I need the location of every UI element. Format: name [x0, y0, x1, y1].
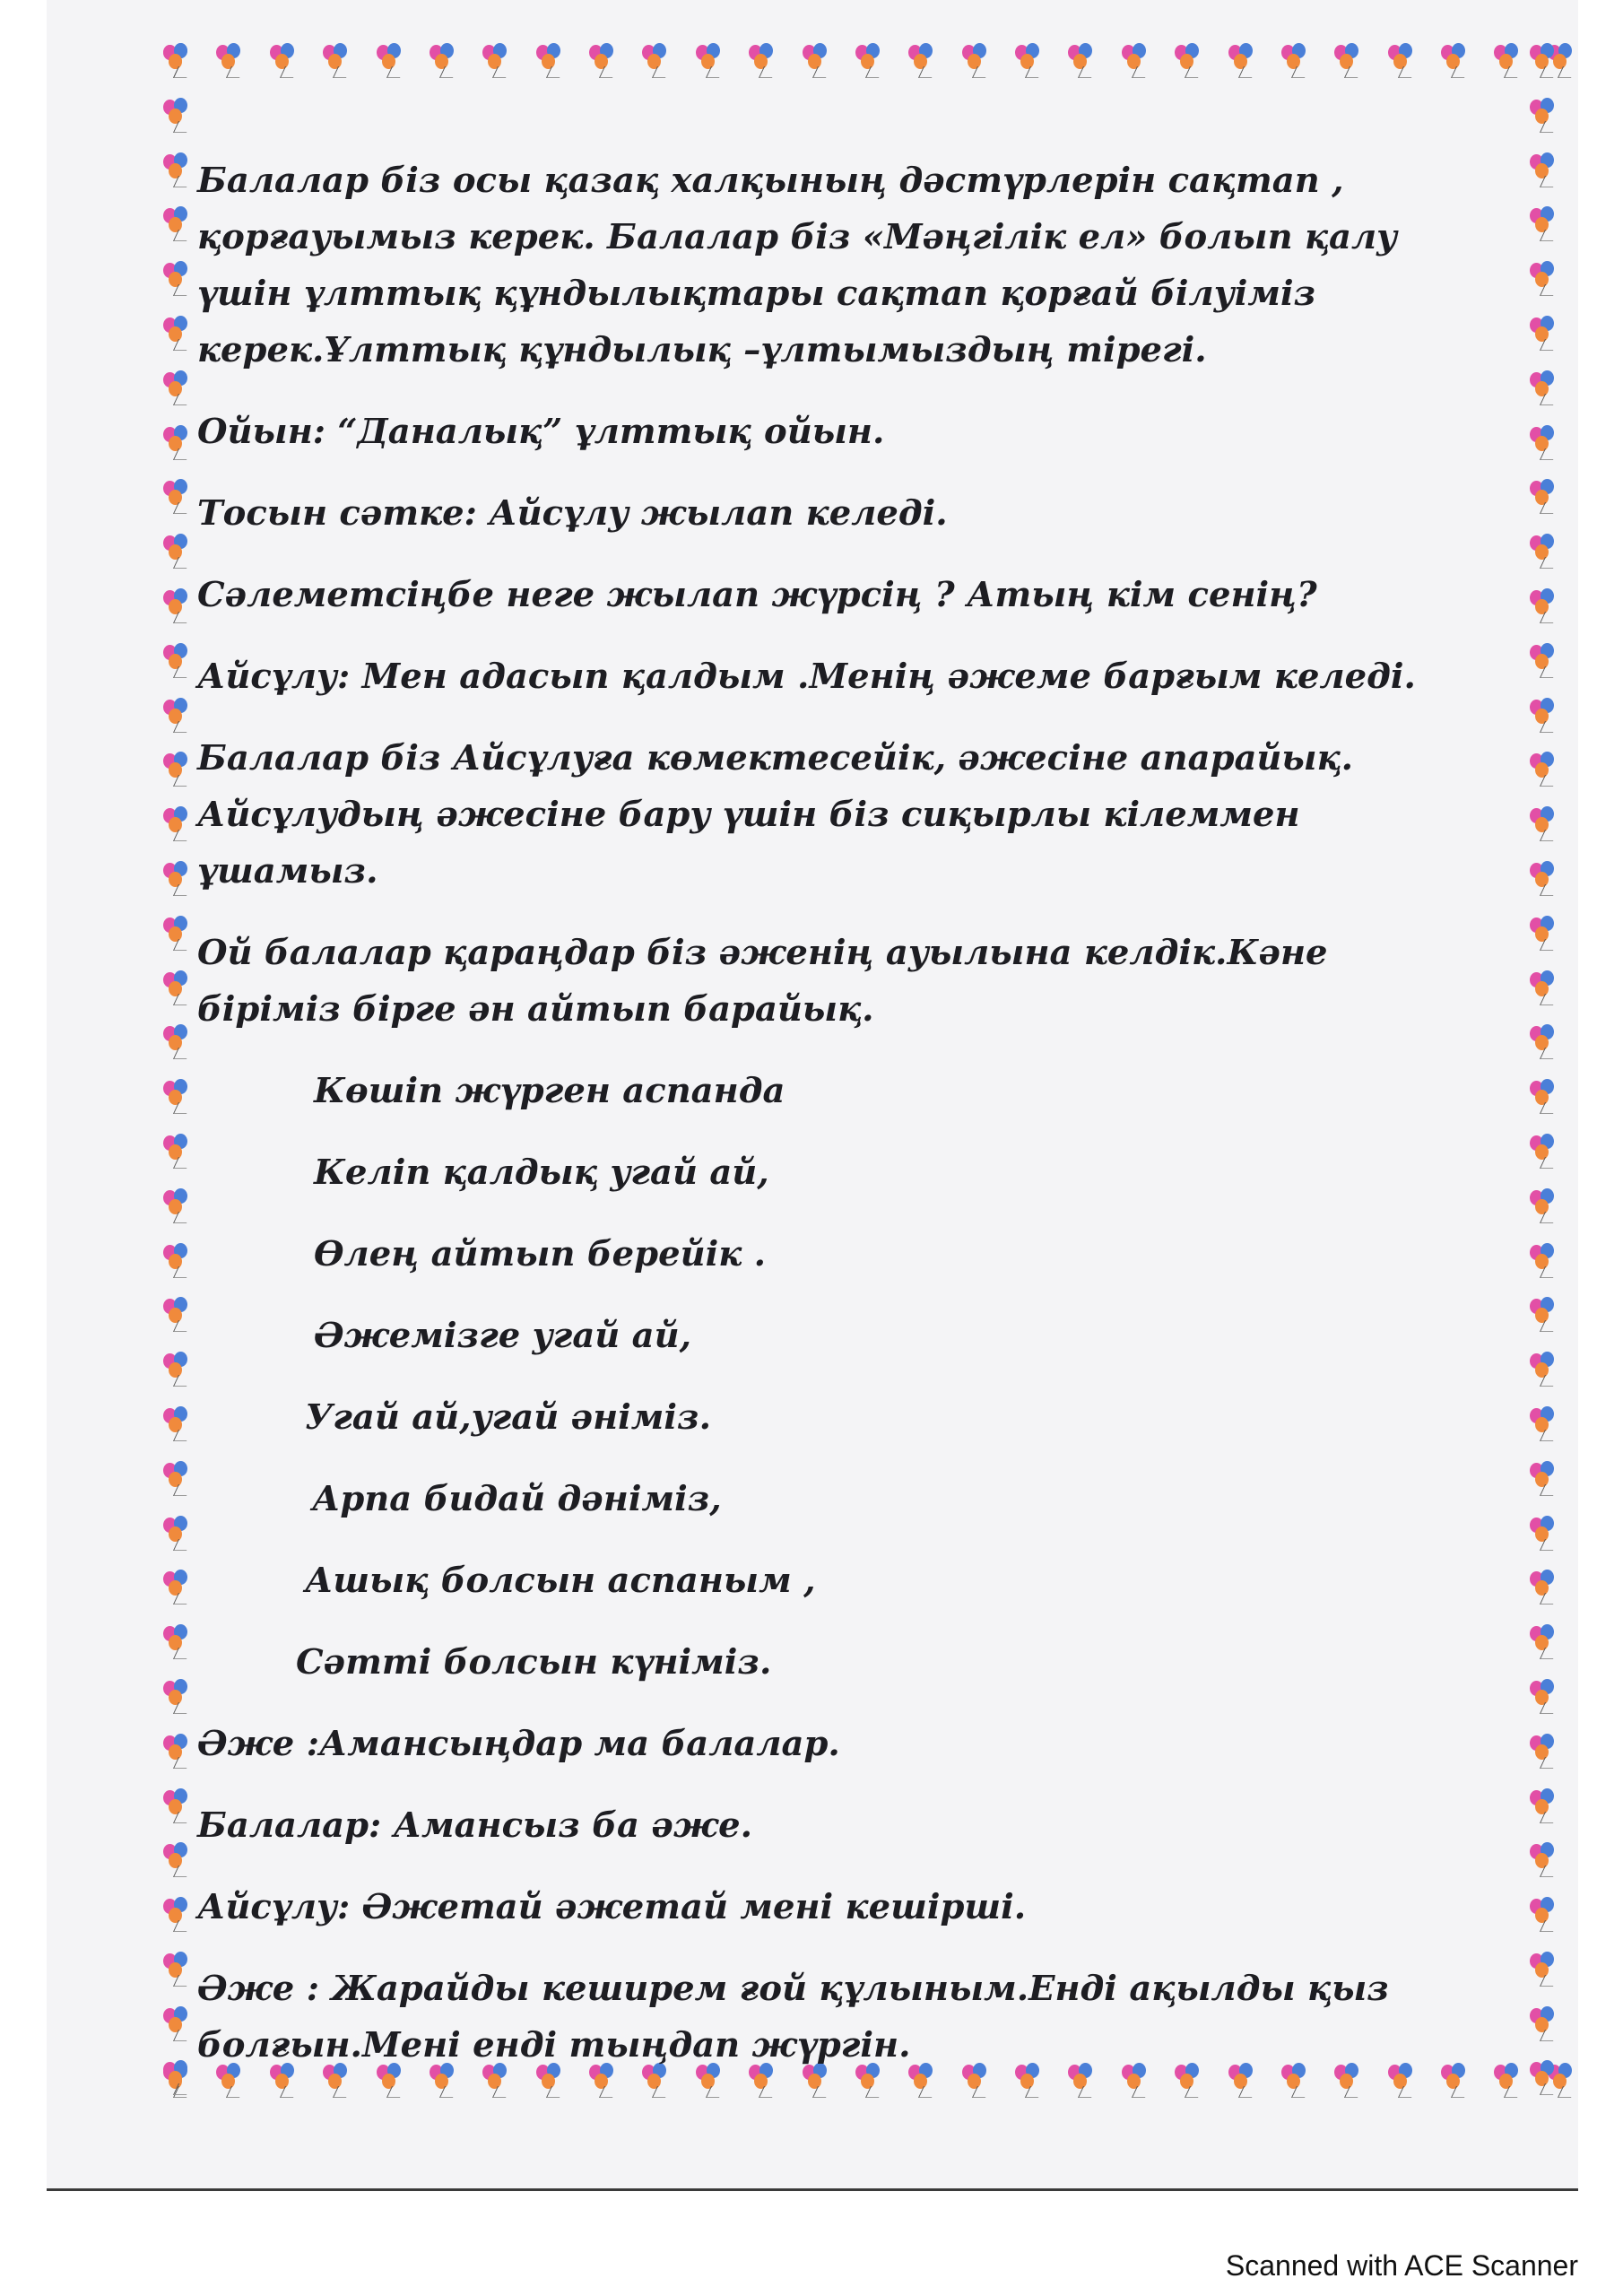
balloon-bunch-icon [1386, 43, 1419, 79]
balloon-bunch-icon [161, 1624, 194, 1660]
balloon-bunch-icon [161, 752, 194, 787]
scanner-watermark: Scanned with ACE Scanner [1225, 2249, 1578, 2282]
paragraph-surprise: Тосын сәтке: Айсұлу жылап келеді. [197, 493, 948, 534]
paragraph-aisulu-apology: Айсұлу: Әжетай әжетай мені кешірші. [197, 1887, 1027, 1927]
balloon-bunch-icon [161, 970, 194, 1006]
balloon-bunch-icon [1528, 2060, 1560, 2096]
balloon-bunch-icon [1528, 1079, 1560, 1115]
balloon-bunch-icon [161, 1297, 194, 1333]
balloon-bunch-icon [1528, 1952, 1560, 1987]
balloon-bunch-icon [1280, 43, 1312, 79]
balloon-bunch-icon [321, 43, 353, 79]
song [197, 1063, 1471, 1691]
paragraph-intro: Балалар біз осы қазақ халқының дәстүрлерін сақтап , қорғауымыз керек. Балалар біз «Мәңгілік ел» болып қалу үшін ұлттық құндылықтары сақтап қорғай білуіміз керек.Ұлттық құндылық –ұлтымыздың тірегі. [197, 161, 1398, 370]
balloon-bunch-icon [1173, 43, 1205, 79]
balloon-bunch-icon [161, 2006, 194, 2042]
balloon-bunch-icon [1439, 43, 1471, 79]
balloon-bunch-icon [428, 43, 460, 79]
balloon-bunch-icon [1528, 261, 1560, 297]
song-line: Өлең айтып берейік . [314, 1234, 767, 1274]
balloon-bunch-icon [161, 1679, 194, 1715]
paragraph-game: Ойын: “Даналық” ұлттық ойын. [197, 412, 885, 452]
page-text [197, 152, 1471, 2099]
balloon-bunch-icon [161, 370, 194, 406]
balloon-bunch-icon [1528, 1188, 1560, 1224]
balloon-bunch-icon [1528, 1461, 1560, 1497]
balloon-bunch-icon [1528, 370, 1560, 406]
balloon-bunch-icon [1528, 316, 1560, 352]
balloon-bunch-icon [161, 261, 194, 297]
balloon-bunch-icon [161, 1024, 194, 1060]
song-line: Келіп қалдық угай ай, [314, 1152, 769, 1193]
balloon-bunch-icon [161, 1842, 194, 1878]
balloon-bunch-icon [1492, 43, 1524, 79]
balloon-bunch-icon [1528, 752, 1560, 787]
balloon-bunch-icon [161, 425, 194, 461]
balloon-bunch-icon [161, 916, 194, 952]
balloon-bunch-icon [161, 1352, 194, 1387]
balloon-bunch-icon [1528, 425, 1560, 461]
paragraph-grandma-greeting: Әже :Амансыңдар ма балалар. [197, 1724, 840, 1764]
balloon-border-top [161, 43, 1578, 79]
balloon-bunch-icon [1120, 43, 1152, 79]
balloon-bunch-icon [214, 43, 247, 79]
balloon-bunch-icon [854, 43, 886, 79]
balloon-bunch-icon [161, 643, 194, 679]
balloon-bunch-icon [1066, 43, 1098, 79]
balloon-bunch-icon [1528, 1679, 1560, 1715]
balloon-bunch-icon [1528, 1352, 1560, 1387]
balloon-bunch-icon [375, 43, 407, 79]
paragraph-help: Балалар біз Айсұлуға көмектесейік, әжесіне апарайық. Айсұлудың әжесіне бару үшін біз сиқырлы кілеммен ұшамыз. [197, 738, 1354, 891]
balloon-bunch-icon [1528, 1243, 1560, 1279]
balloon-bunch-icon [907, 43, 939, 79]
balloon-bunch-icon [161, 2060, 194, 2096]
balloon-bunch-icon [161, 1188, 194, 1224]
balloon-bunch-icon [1528, 1624, 1560, 1660]
balloon-bunch-icon [1528, 698, 1560, 734]
balloon-bunch-icon [481, 43, 513, 79]
balloon-bunch-icon [161, 698, 194, 734]
balloon-bunch-icon [161, 806, 194, 842]
balloon-bunch-icon [1528, 1406, 1560, 1442]
song-line: Көшіп жүрген аспанда [314, 1071, 785, 1111]
balloon-bunch-icon [1528, 1788, 1560, 1824]
balloon-bunch-icon [1528, 588, 1560, 624]
balloon-bunch-icon [1528, 152, 1560, 188]
song-line: Угай ай,угай әніміз. [305, 1397, 711, 1438]
balloon-bunch-icon [587, 43, 620, 79]
balloon-bunch-icon [1528, 1516, 1560, 1552]
balloon-bunch-icon [161, 43, 194, 79]
balloon-border-left [161, 43, 194, 2097]
balloon-bunch-icon [161, 152, 194, 188]
song-line: Арпа бидай дәніміз, [312, 1479, 722, 1519]
balloon-bunch-icon [161, 1461, 194, 1497]
balloon-bunch-icon [1528, 1570, 1560, 1605]
balloon-bunch-icon [1528, 1024, 1560, 1060]
balloon-bunch-icon [161, 98, 194, 134]
song-line: Әжемізге угай ай, [314, 1316, 692, 1356]
balloon-bunch-icon [161, 1516, 194, 1552]
balloon-bunch-icon [161, 316, 194, 352]
balloon-bunch-icon [1528, 98, 1560, 134]
balloon-bunch-icon [1528, 1897, 1560, 1933]
balloon-bunch-icon [801, 43, 833, 79]
balloon-bunch-icon [161, 1734, 194, 1770]
balloon-bunch-icon [161, 1897, 194, 1933]
balloon-bunch-icon [161, 1406, 194, 1442]
balloon-bunch-icon [960, 43, 993, 79]
balloon-bunch-icon [161, 206, 194, 242]
balloon-bunch-icon [161, 1952, 194, 1987]
balloon-bunch-icon [161, 479, 194, 515]
balloon-bunch-icon [1528, 1297, 1560, 1333]
balloon-bunch-icon [1528, 970, 1560, 1006]
paragraph-greeting: Сәлеметсіңбе неге жылап жүрсің ? Атың кім сенің? [197, 575, 1317, 615]
balloon-bunch-icon [747, 43, 779, 79]
paragraph-grandma-forgives: Әже : Жарайды кеширем ғой құлыным.Енді ақылды қыз болғын.Мені енді тыңдап жүргін. [197, 1969, 1389, 2066]
balloon-bunch-icon [1013, 43, 1046, 79]
balloon-bunch-icon [161, 1788, 194, 1824]
balloon-bunch-icon [534, 43, 567, 79]
paragraph-aisulu-lost: Айсұлу: Мен адасып қалдым .Менің әжеме барғым келеді. [197, 657, 1416, 697]
balloon-bunch-icon [694, 43, 726, 79]
song-line: Сәтті болсын күніміз. [296, 1642, 772, 1683]
balloon-bunch-icon [1528, 643, 1560, 679]
balloon-bunch-icon [1227, 43, 1259, 79]
balloon-bunch-icon [1528, 806, 1560, 842]
balloon-bunch-icon [1332, 43, 1365, 79]
balloon-bunch-icon [161, 1079, 194, 1115]
balloon-bunch-icon [161, 1243, 194, 1279]
balloon-bunch-icon [161, 1570, 194, 1605]
balloon-bunch-icon [1528, 206, 1560, 242]
balloon-bunch-icon [1528, 43, 1560, 79]
balloon-bunch-icon [1492, 2063, 1524, 2099]
paragraph-arrival: Ой балалар қараңдар біз әженің ауылына келдік.Кәне біріміз бірге ән айтып барайық. [197, 933, 1328, 1030]
balloon-bunch-icon [1528, 479, 1560, 515]
balloon-bunch-icon [640, 43, 673, 79]
balloon-bunch-icon [1528, 534, 1560, 570]
balloon-bunch-icon [1528, 916, 1560, 952]
balloon-bunch-icon [1528, 1734, 1560, 1770]
balloon-bunch-icon [161, 534, 194, 570]
balloon-bunch-icon [161, 1134, 194, 1170]
balloon-bunch-icon [161, 861, 194, 897]
balloon-bunch-icon [268, 43, 300, 79]
balloon-bunch-icon [1528, 1842, 1560, 1878]
song-line: Ашық болсын аспаным , [305, 1561, 816, 1601]
balloon-border-right [1528, 43, 1560, 2097]
balloon-bunch-icon [1528, 1134, 1560, 1170]
paragraph-children-greeting: Балалар: Амансыз ба әже. [197, 1805, 753, 1846]
balloon-bunch-icon [161, 588, 194, 624]
balloon-bunch-icon [1528, 861, 1560, 897]
balloon-bunch-icon [1528, 2006, 1560, 2042]
